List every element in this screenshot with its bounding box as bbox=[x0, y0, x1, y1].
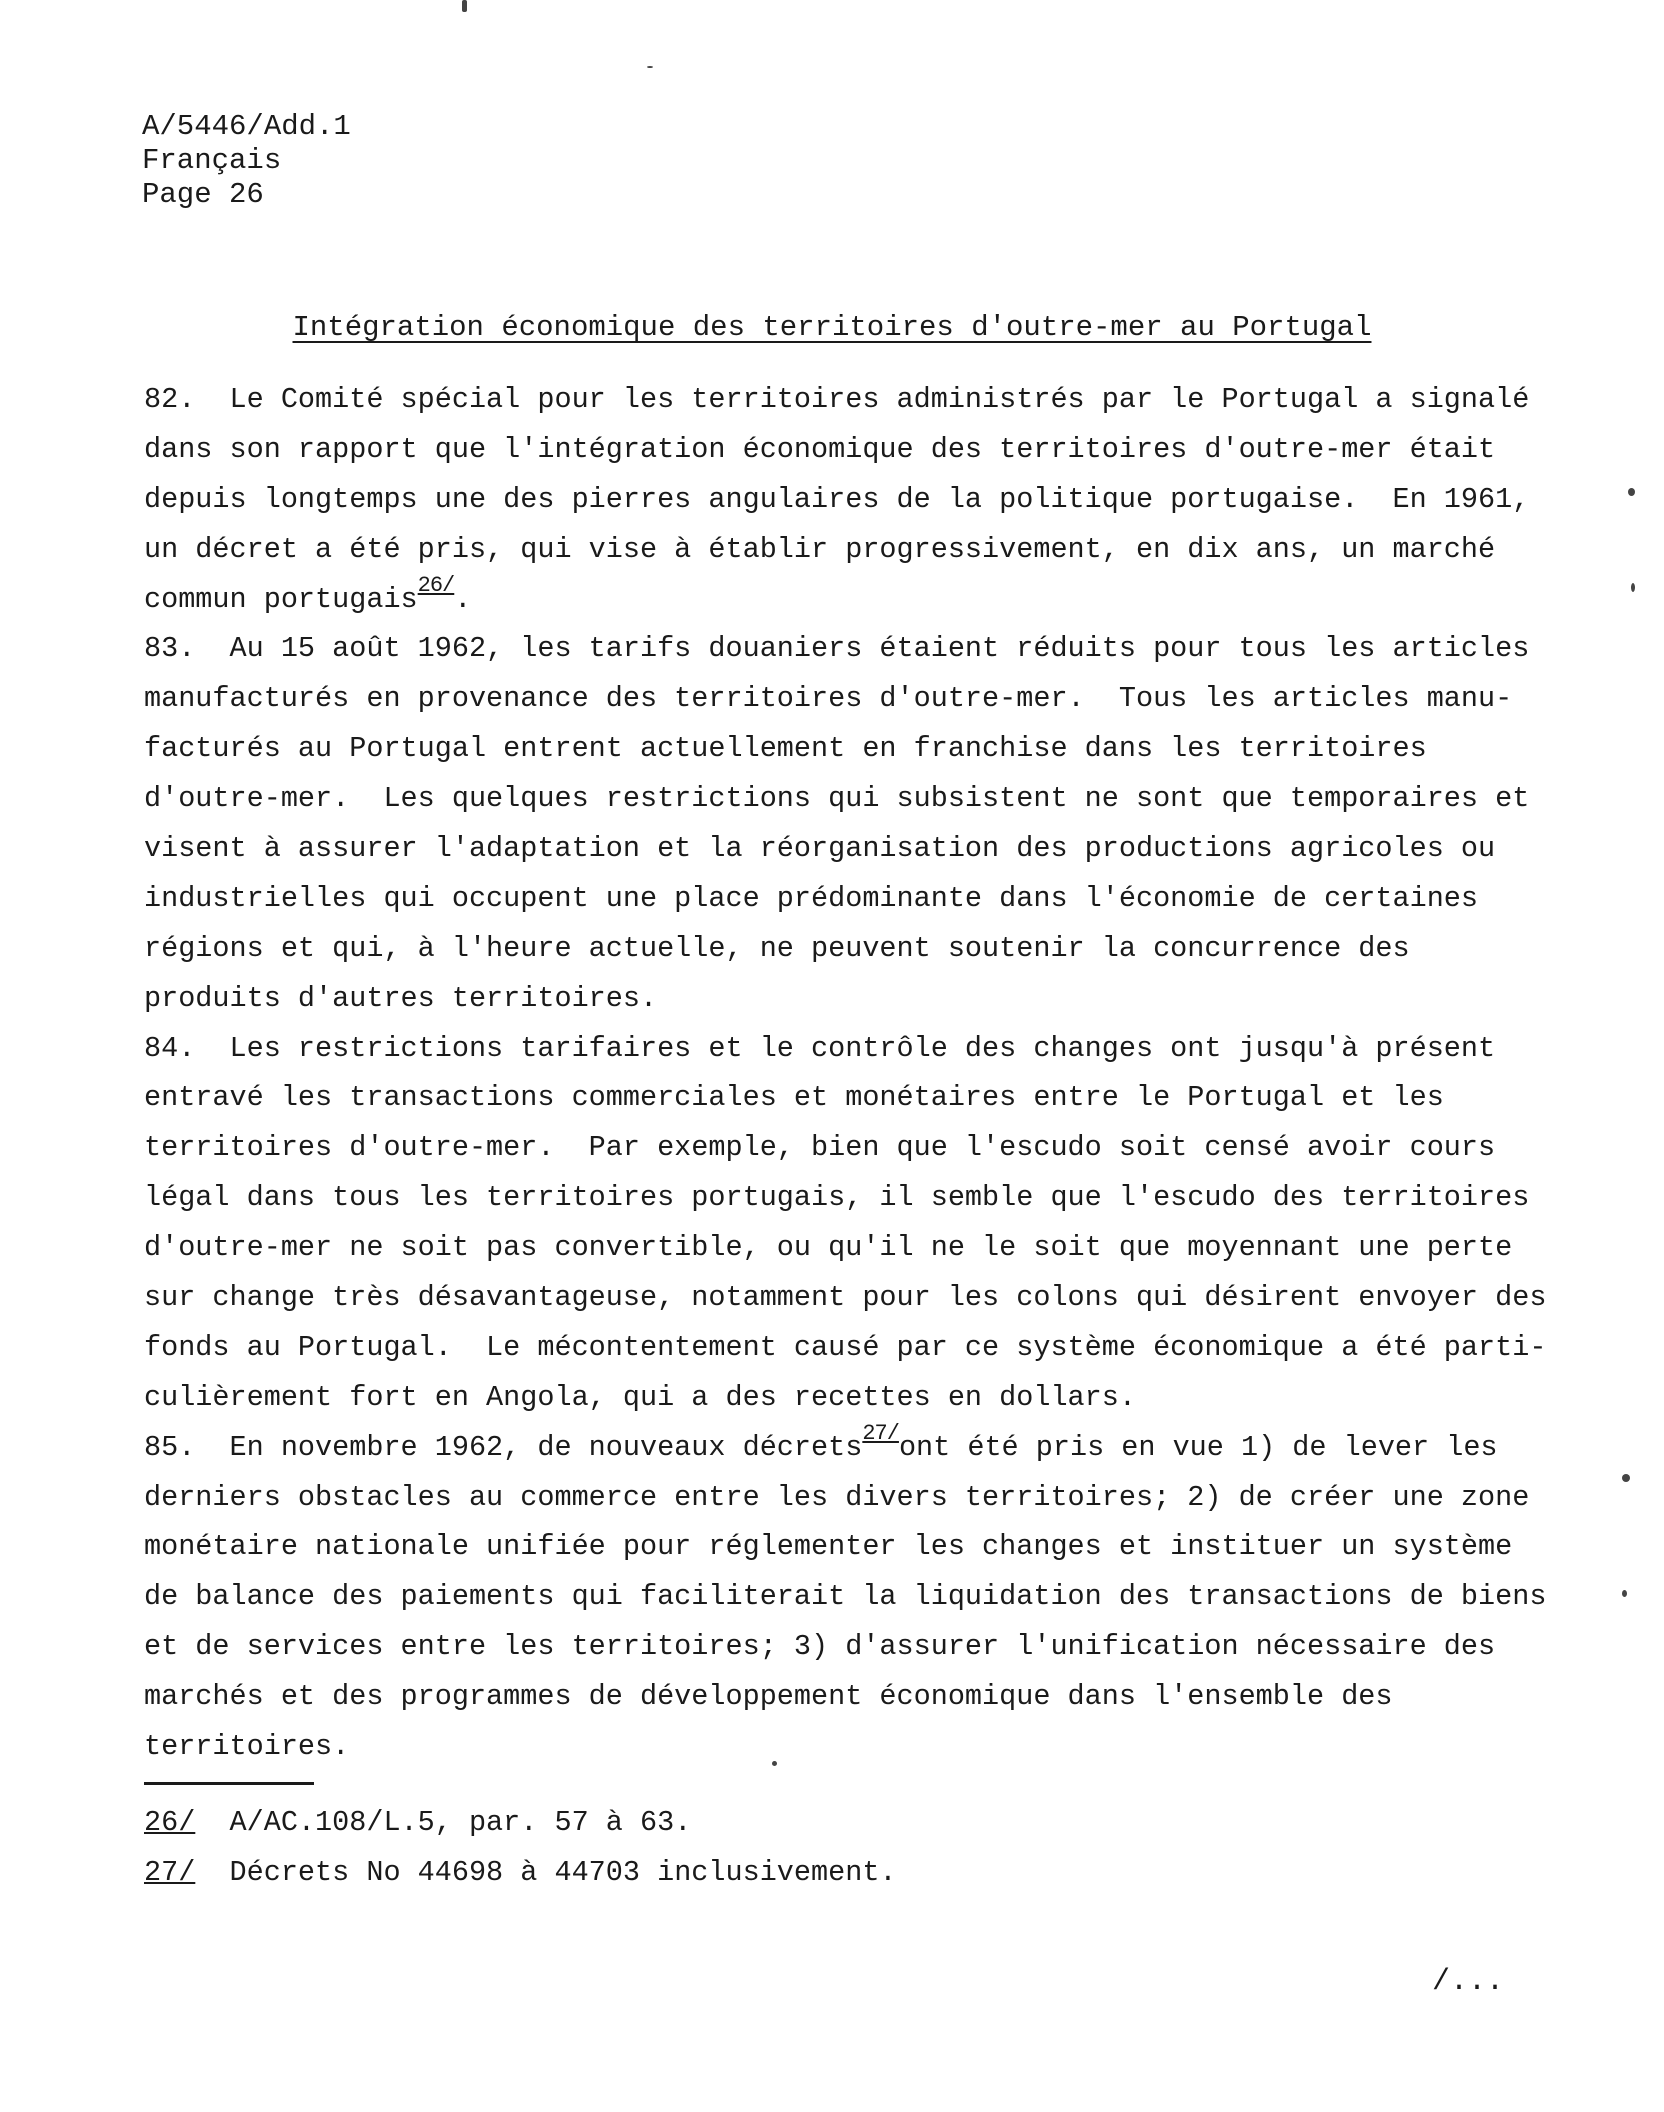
text-line: 83. Au 15 août 1962, les tarifs douaniers étaient réduits pour tous les articles bbox=[144, 632, 1530, 666]
section-title-text: Intégration économique des territoires d'outre-mer au Portugal bbox=[292, 311, 1372, 344]
paragraph-84 bbox=[144, 1024, 1547, 1423]
text-line: territoires d'outre-mer. Par exemple, bien que l'escudo soit censé avoir cours bbox=[144, 1131, 1496, 1165]
scan-speck bbox=[1622, 1590, 1627, 1597]
section-title bbox=[0, 310, 1664, 346]
text-line: derniers obstacles au commerce entre les divers territoires; 2) de créer une zone bbox=[144, 1480, 1530, 1514]
text-line: culièrement fort en Angola, qui a des recettes en dollars. bbox=[144, 1380, 1136, 1414]
scan-speck bbox=[772, 1761, 777, 1766]
text-line: visent à assurer l'adaptation et la réorganisation des productions agricoles ou bbox=[144, 832, 1496, 866]
text-line: dans son rapport que l'intégration économique des territoires d'outre-mer était bbox=[144, 432, 1496, 466]
text-line: facturés au Portugal entrent actuellement en franchise dans les territoires bbox=[144, 732, 1427, 766]
document-header bbox=[142, 110, 351, 212]
footnote-ref-26[interactable]: 26/ bbox=[417, 572, 455, 598]
document-language: Français bbox=[142, 144, 282, 177]
page-number: Page 26 bbox=[142, 178, 264, 211]
footnote-ref-27[interactable]: 27/ bbox=[862, 1420, 899, 1446]
text-line: d'outre-mer. Les quelques restrictions qui subsistent ne sont que temporaires et bbox=[144, 782, 1530, 816]
text-line: 82. Le Comité spécial pour les territoires administrés par le Portugal a signalé bbox=[144, 383, 1530, 416]
footnote-separator bbox=[144, 1782, 314, 1785]
text-line: manufacturés en provenance des territoires d'outre-mer. Tous les articles manu- bbox=[144, 682, 1513, 716]
body-text bbox=[144, 375, 1547, 1772]
footnote-26 bbox=[144, 1798, 897, 1848]
footnote-number: 27/ bbox=[144, 1856, 196, 1889]
text-line: régions et qui, à l'heure actuelle, ne peuvent soutenir la concurrence des bbox=[144, 931, 1410, 965]
text-line: marchés et des programmes de développement économique dans l'ensemble des bbox=[144, 1680, 1393, 1714]
footnote-27 bbox=[144, 1848, 897, 1898]
text-line: monétaire nationale unifiée pour réglementer les changes et instituer un système bbox=[144, 1530, 1513, 1564]
text-line: territoires. bbox=[144, 1730, 350, 1764]
text-line: industrielles qui occupent une place prédominante dans l'économie de certaines bbox=[144, 881, 1479, 915]
text-line: produits d'autres territoires. bbox=[144, 981, 658, 1015]
continuation-marker: /... bbox=[1432, 1965, 1505, 1999]
text-line: un décret a été pris, qui vise à établir progressivement, en dix ans, un marché bbox=[144, 532, 1496, 566]
text-line bbox=[144, 1420, 1524, 1473]
text-span: 85. En novembre 1962, de nouveaux décrets bbox=[144, 1430, 863, 1464]
text-span: ont été pris en vue 1) de lever les bbox=[898, 1430, 1498, 1464]
footnote-text: A/AC.108/L.5, par. 57 à 63. bbox=[195, 1806, 692, 1839]
scan-speck bbox=[1628, 488, 1635, 496]
text-line: 84. Les restrictions tarifaires et le contrôle des changes ont jusqu'à présent bbox=[144, 1031, 1496, 1065]
text-line: sur change très désavantageuse, notamment pour les colons qui désirent envoyer des bbox=[144, 1281, 1547, 1315]
text-line: et de services entre les territoires; 3) d'assurer l'unification nécessaire des bbox=[144, 1630, 1496, 1664]
text-line: légal dans tous les territoires portugais, il semble que l'escudo des territoires bbox=[144, 1181, 1530, 1215]
scan-speck bbox=[1622, 1474, 1630, 1482]
text-line bbox=[144, 572, 1524, 625]
text-span: commun portugais bbox=[144, 582, 418, 616]
text-span: . bbox=[454, 582, 472, 616]
text-line: de balance des paiements qui faciliterait la liquidation des transactions de biens bbox=[144, 1580, 1547, 1614]
footnotes bbox=[144, 1798, 897, 1898]
scan-speck bbox=[1631, 583, 1635, 592]
paragraph-85 bbox=[144, 1420, 1547, 1772]
scan-speck bbox=[647, 66, 653, 68]
text-line: depuis longtemps une des pierres angulaires de la politique portugaise. En 1961, bbox=[144, 482, 1530, 516]
footnote-number: 26/ bbox=[144, 1806, 196, 1839]
document-symbol: A/5446/Add.1 bbox=[142, 110, 351, 143]
footnote-text: Décrets No 44698 à 44703 inclusivement. bbox=[195, 1856, 897, 1889]
text-line: d'outre-mer ne soit pas convertible, ou qu'il ne le soit que moyennant une perte bbox=[144, 1231, 1513, 1265]
text-line: entravé les transactions commerciales et monétaires entre le Portugal et les bbox=[144, 1081, 1444, 1115]
paragraph-83 bbox=[144, 624, 1530, 1023]
text-line: fonds au Portugal. Le mécontentement causé par ce système économique a été parti- bbox=[144, 1330, 1547, 1364]
scan-speck bbox=[462, 0, 467, 12]
paragraph-82 bbox=[144, 375, 1530, 624]
